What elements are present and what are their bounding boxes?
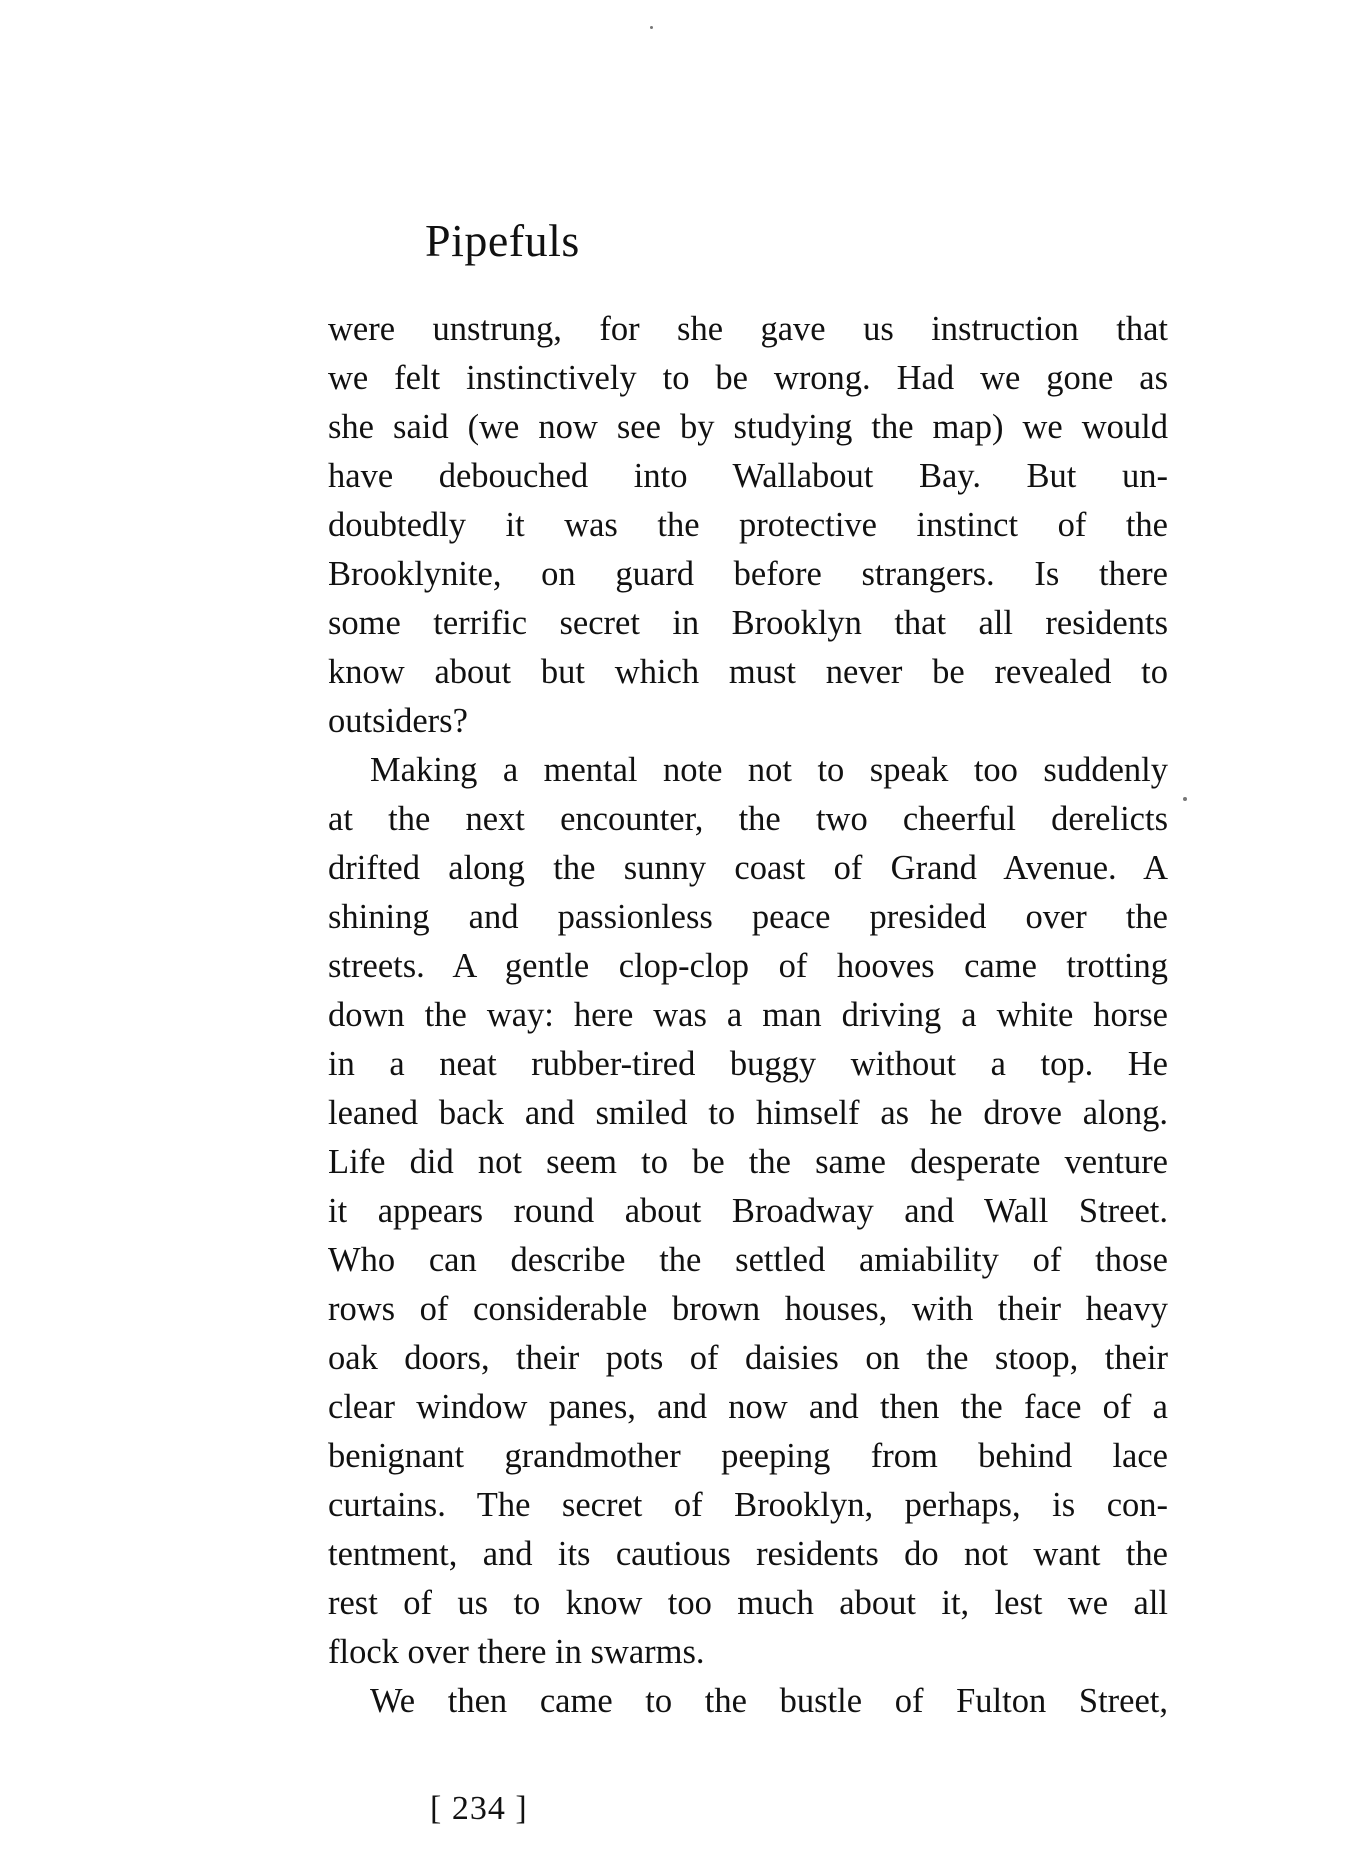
text-line: Life did not seem to be the same desperate venture	[328, 1143, 1168, 1181]
text-line: in a neat rubber-tired buggy without a top. He	[328, 1045, 1168, 1083]
text-line: were unstrung, for she gave us instruction that	[328, 310, 1168, 348]
text-line: benignant grandmother peeping from behind lace	[328, 1437, 1168, 1475]
text-line: oak doors, their pots of daisies on the stoop, their	[328, 1339, 1168, 1377]
paragraph	[328, 1677, 1168, 1726]
text-line: Making a mental note not to speak too suddenly	[370, 751, 1168, 789]
body-text	[328, 305, 1168, 1726]
text-line: curtains. The secret of Brooklyn, perhaps, is con-	[328, 1486, 1168, 1524]
page-number: [ 234 ]	[430, 1790, 528, 1827]
text-line: clear window panes, and now and then the face of a	[328, 1388, 1168, 1426]
text-line: outsiders?	[328, 702, 468, 740]
running-head: Pipefuls	[425, 215, 580, 266]
scan-speck	[1183, 797, 1187, 801]
text-line: Who can describe the settled amiability of those	[328, 1241, 1168, 1279]
text-line: tentment, and its cautious residents do not want the	[328, 1535, 1168, 1573]
text-line: shining and passionless peace presided over the	[328, 898, 1168, 936]
text-line: know about but which must never be revealed to	[328, 653, 1168, 691]
text-line: at the next encounter, the two cheerful derelicts	[328, 800, 1168, 838]
text-line: doubtedly it was the protective instinct of the	[328, 506, 1168, 544]
text-line: down the way: here was a man driving a white horse	[328, 996, 1168, 1034]
text-line: it appears round about Broadway and Wall Street.	[328, 1192, 1168, 1230]
scan-speck	[650, 26, 653, 29]
text-line: We then came to the bustle of Fulton Street,	[370, 1682, 1168, 1720]
text-line: Brooklynite, on guard before strangers. Is there	[328, 555, 1168, 593]
paragraph	[328, 746, 1168, 1677]
text-line: flock over there in swarms.	[328, 1633, 705, 1671]
text-line: leaned back and smiled to himself as he drove along.	[328, 1094, 1168, 1132]
paragraph	[328, 305, 1168, 746]
text-line: some terrific secret in Brooklyn that all residents	[328, 604, 1168, 642]
text-line: have debouched into Wallabout Bay. But un-	[328, 457, 1168, 495]
text-line: streets. A gentle clop-clop of hooves came trotting	[328, 947, 1168, 985]
text-line: we felt instinctively to be wrong. Had we gone as	[328, 359, 1168, 397]
text-line: she said (we now see by studying the map) we would	[328, 408, 1168, 446]
text-line: rest of us to know too much about it, lest we all	[328, 1584, 1168, 1622]
text-line: drifted along the sunny coast of Grand Avenue. A	[328, 849, 1168, 887]
text-line: rows of considerable brown houses, with their heavy	[328, 1290, 1168, 1328]
